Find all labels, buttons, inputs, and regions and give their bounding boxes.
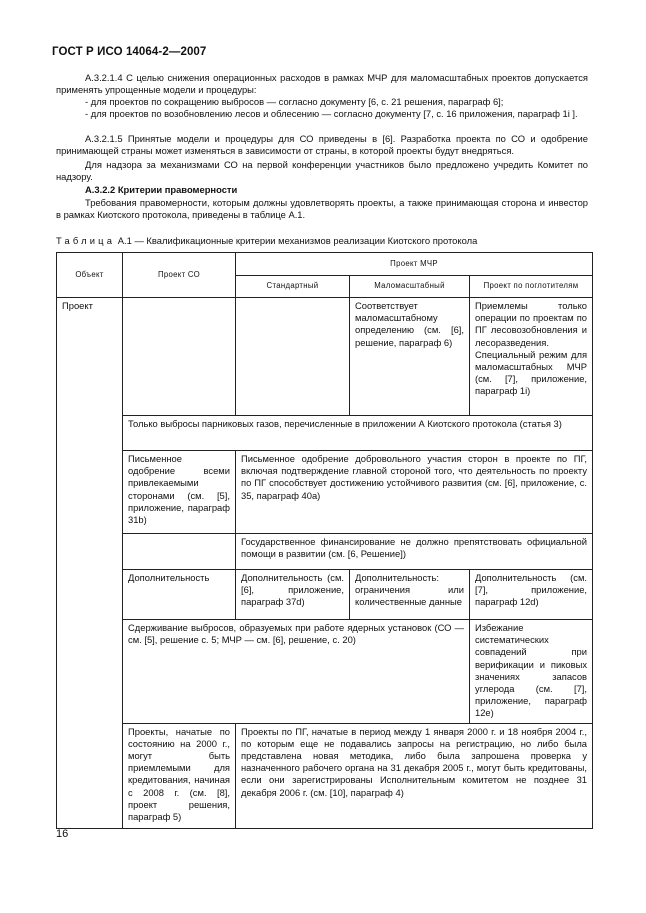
cell-small-additionality: Дополнительность: ограничения или количественные данные <box>350 570 470 620</box>
list-item-emissions: - для проектов по сокращению выбросов — согласно документу [6, с. 21 решения, параграф 6]; <box>85 96 504 107</box>
paragraph-eligibility: Требования правомерности, которым должны удовлетворять проекты, а также принимающая сторона и инвестор в рамках Киотского протокола, приведены в таблице А.1. <box>56 197 588 221</box>
table-row <box>57 298 593 416</box>
list-item-reforestation: - для проектов по возобновлению лесов и облесению — согласно документу [7, с. 16 приложения, параграф 1i ]. <box>85 108 578 119</box>
cell-small-scale-definition: Соответствует маломасштабному определению (см. [6], решение, параграф 6) <box>350 298 470 416</box>
paragraph-supervision: Для надзора за механизмами СО на первой конференции участников было предложено учредить Комитет по надзору. <box>56 159 588 183</box>
table-row <box>57 723 593 828</box>
table-caption-text: А.1 — Квалификационные критерии механизмов реализации Киотского протокола <box>117 235 478 246</box>
paragraph-a3214: А.3.2.1.4 С целью снижения операционных расходов в рамках МЧР для маломасштабных проектов допускается применять упрощенные модели и процедуры: <box>56 72 588 96</box>
cell-ji-crediting-start: Проекты, начатые по состоянию на 2000 г., могут быть приемлемыми для кредитования, начиная с 2008 г. (см. [8], проект решения, параграф 5) <box>123 723 236 828</box>
cell-standard-additionality: Дополнительность (см. [6], приложение, параграф 37d) <box>236 570 350 620</box>
cell-cdm-written-approval: Письменное одобрение добровольного участия сторон в проекте по ПГ, включая подтверждение главной стороной того, что деятельность по проекту по ПГ способствует достижению устойчивого развития (см. [6], приложение, с. 35, параграф 40а) <box>236 451 593 534</box>
cell-empty <box>236 298 350 416</box>
cell-double-counting: Избежание систематических совпадений при верификации и пиковых значениях запасов углерода (см. [7], приложение, параграф 12е) <box>470 620 593 724</box>
cell-sinks-additionality: Дополнительность (см. [7], приложение, параграф 12d) <box>470 570 593 620</box>
table-row <box>57 451 593 534</box>
header-small-scale: Маломасштабный <box>350 276 470 298</box>
cell-ji-written-approval: Письменное одобрение всеми привлекаемыми сторонами (см. [5], приложение, параграф 31b) <box>123 451 236 534</box>
table-header-row <box>57 253 593 276</box>
criteria-table <box>56 252 593 829</box>
table-row <box>57 416 593 451</box>
table-caption <box>56 235 477 246</box>
header-object: Объект <box>57 253 123 298</box>
cell-cdm-crediting-period: Проекты по ПГ, начатые в период между 1 января 2000 г. и 18 ноября 2004 г., по которым еще не подавались запросы на регистрацию, но либо была представлена новая методика, либо была запрошена проверка у назначенного рабочего органа на 31 декабря 2005 г., могут быть кредитованы, если они зарегистрированы Исполнительным комитетом не позднее 31 декабря 2006 г. (см. [10], параграф 4) <box>236 723 593 828</box>
table-row <box>57 620 593 724</box>
object-project-cell: Проект <box>57 298 123 829</box>
cell-empty <box>123 534 236 570</box>
page-number: 16 <box>56 828 69 840</box>
document-header: ГОСТ Р ИСО 14064-2—2007 <box>52 46 207 58</box>
section-heading-a322: А.3.2.2 Критерии правомерности <box>85 184 238 195</box>
cell-sinks-operations: Приемлемы только операции по проектам по ПГ лесовозобновления и лесоразведения. Специальный режим для маломасштабных МЧР (см. [7], приложение, параграф 1i) <box>470 298 593 416</box>
cell-ghg-only: Только выбросы парниковых газов, перечисленные в приложении А Киотского протокола (статья 3) <box>123 416 593 451</box>
paragraph-a3215: А.3.2.1.5 Принятые модели и процедуры для СО приведены в [6]. Разработка проекта по СО и одобрение принимающей страны может изменяться в зависимости от страны, в которой проекты будут внедряться. <box>56 133 588 157</box>
table-caption-prefix: Таблица <box>56 235 116 246</box>
cell-nuclear-restriction: Сдерживание выбросов, образуемых при работе ядерных установок (СО — см. [5], решение с. 5; МЧР — см. [6], решение, с. 20) <box>123 620 470 724</box>
cell-empty <box>123 298 236 416</box>
header-sinks: Проект по поглотителям <box>470 276 593 298</box>
header-cdm-project: Проект МЧР <box>236 253 593 276</box>
header-ji-project: Проект СО <box>123 253 236 298</box>
table-row <box>57 570 593 620</box>
header-standard: Стандартный <box>236 276 350 298</box>
cell-ji-additionality: Дополнительность <box>123 570 236 620</box>
cell-public-funding: Государственное финансирование не должно препятствовать официальной помощи в развитии (см. [6, Решение]) <box>236 534 593 570</box>
table-row <box>57 534 593 570</box>
